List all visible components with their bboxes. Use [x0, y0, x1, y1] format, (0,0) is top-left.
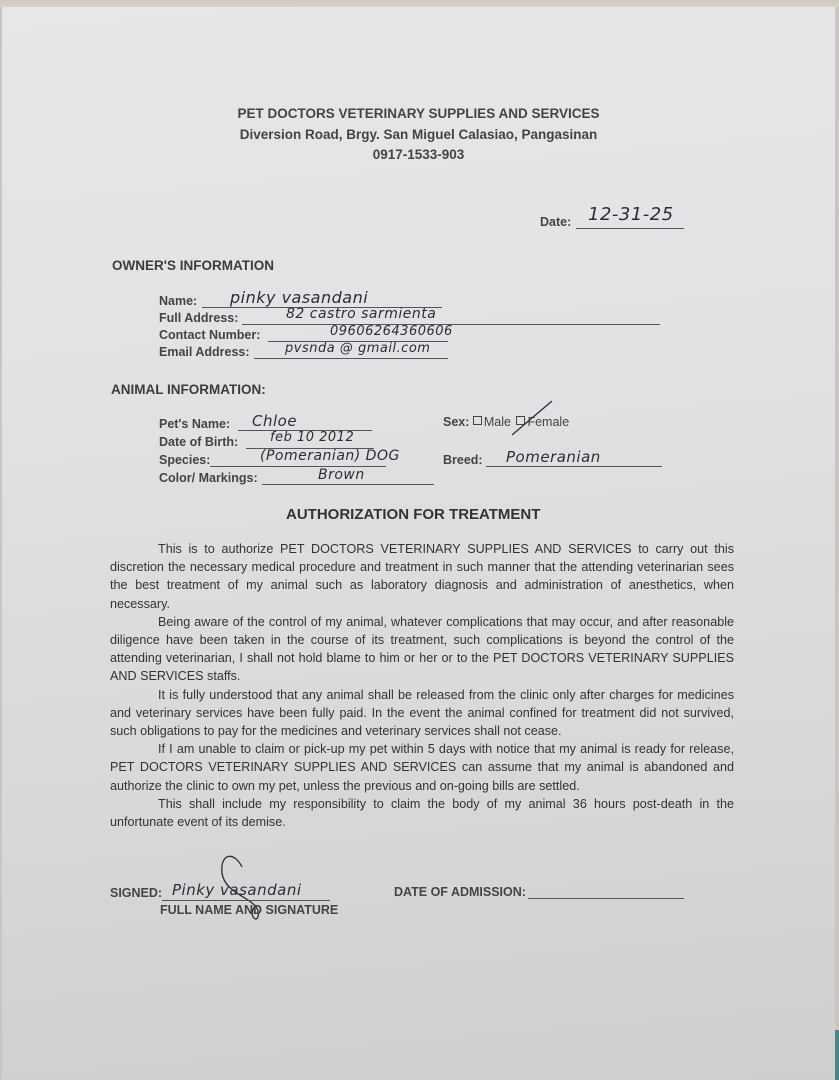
species-label: Species:	[159, 453, 211, 467]
sex-label: Sex:	[443, 415, 470, 429]
signature-value[interactable]: Pinky vasandani	[172, 881, 302, 899]
breed-value[interactable]: Pomeranian	[506, 448, 601, 466]
owner-address-value[interactable]: 82 castro sarmienta	[286, 306, 437, 322]
species-value[interactable]: (Pomeranian) DOG	[260, 448, 400, 464]
breed-line	[486, 466, 662, 467]
pet-name-value[interactable]: Chloe	[252, 412, 298, 430]
company-name: PET DOCTORS VETERINARY SUPPLIES AND SERVICES	[237, 106, 600, 121]
sex-male-label: Male	[483, 415, 511, 429]
authorization-paragraph: Being aware of the control of my animal, whatever complications that may occur, and after reasonable diligence have been taken in the course of its treatment, such complications is beyond the control of the attending veterinarian, I shall not hold blame to him or her or to the PET DOCTORS VETERINARY SUPPLIES AND SERVICES staffs.	[110, 614, 734, 684]
date-value[interactable]: 12-31-25	[588, 204, 674, 225]
signed-label: SIGNED:	[110, 886, 163, 900]
authorization-paragraph: This shall include my responsibility to claim the body of my animal 36 hours post-death in the unfortunate event of its demise.	[110, 796, 734, 830]
owner-contact-value[interactable]: 09606264360606	[330, 324, 453, 339]
owner-name-value[interactable]: pinky vasandani	[230, 288, 369, 307]
animal-section-title: ANIMAL INFORMATION:	[111, 382, 266, 397]
pet-name-label: Pet's Name:	[159, 417, 231, 431]
color-label: Color/ Markings:	[159, 471, 258, 485]
color-line	[262, 484, 434, 485]
authorization-paragraph: This is to authorize PET DOCTORS VETERINARY SUPPLIES AND SERVICES to carry out this discretion the necessary medical procedure and treatment in such manner that the attending veterinarian sees the best treatment of my animal such as laboratory diagnosis and administration of anesthetics, when necessary.	[110, 542, 734, 611]
signature-caption: FULL NAME AND SIGNATURE	[160, 903, 339, 917]
signature-line	[162, 900, 330, 901]
owner-name-label: Name:	[159, 294, 198, 308]
authorization-paragraph: If I am unable to claim or pick-up my pet within 5 days with notice that my animal is ready for release, PET DOCTORS VETERINARY SUPPLIES AND SERVICES can assume that my animal is abandoned and authorize the clinic to own my pet, unless the previous and on-going bills are settled.	[110, 742, 734, 793]
company-address: Diversion Road, Brgy. San Miguel Calasiao, Pangasinan	[239, 127, 598, 142]
dob-label: Date of Birth:	[159, 435, 239, 449]
background-strip	[0, 0, 839, 7]
owner-address-label: Full Address:	[159, 311, 239, 325]
authorization-body	[110, 540, 734, 831]
sex-female-label: Female	[527, 415, 570, 429]
owner-email-line	[254, 358, 448, 359]
background-object	[835, 1030, 839, 1080]
date-line	[576, 228, 684, 229]
owner-contact-label: Contact Number:	[159, 328, 261, 342]
admission-date-label: DATE OF ADMISSION:	[394, 885, 526, 899]
owner-section-title: OWNER'S INFORMATION	[112, 258, 274, 273]
consent-form-page	[2, 7, 835, 1080]
owner-email-label: Email Address:	[159, 345, 250, 359]
admission-date-line	[528, 898, 684, 899]
owner-email-value[interactable]: pvsnda @ gmail.com	[285, 341, 431, 356]
sex-male-checkbox[interactable]	[473, 416, 482, 425]
breed-label: Breed:	[443, 453, 483, 467]
dob-value[interactable]: feb 10 2012	[270, 430, 355, 445]
color-value[interactable]: Brown	[318, 467, 365, 483]
date-label: Date:	[540, 215, 572, 229]
authorization-paragraph: It is fully understood that any animal shall be released from the clinic only after charges for medicines and veterinary services have been fully paid. In the event the animal confined for treatment did not survived, such obligations to pay for the medicines and veterinary services shall not cease.	[110, 687, 734, 739]
company-phone: 0917-1533-903	[372, 147, 465, 162]
female-check-mark	[508, 397, 554, 439]
authorization-title: AUTHORIZATION FOR TREATMENT	[286, 506, 541, 523]
